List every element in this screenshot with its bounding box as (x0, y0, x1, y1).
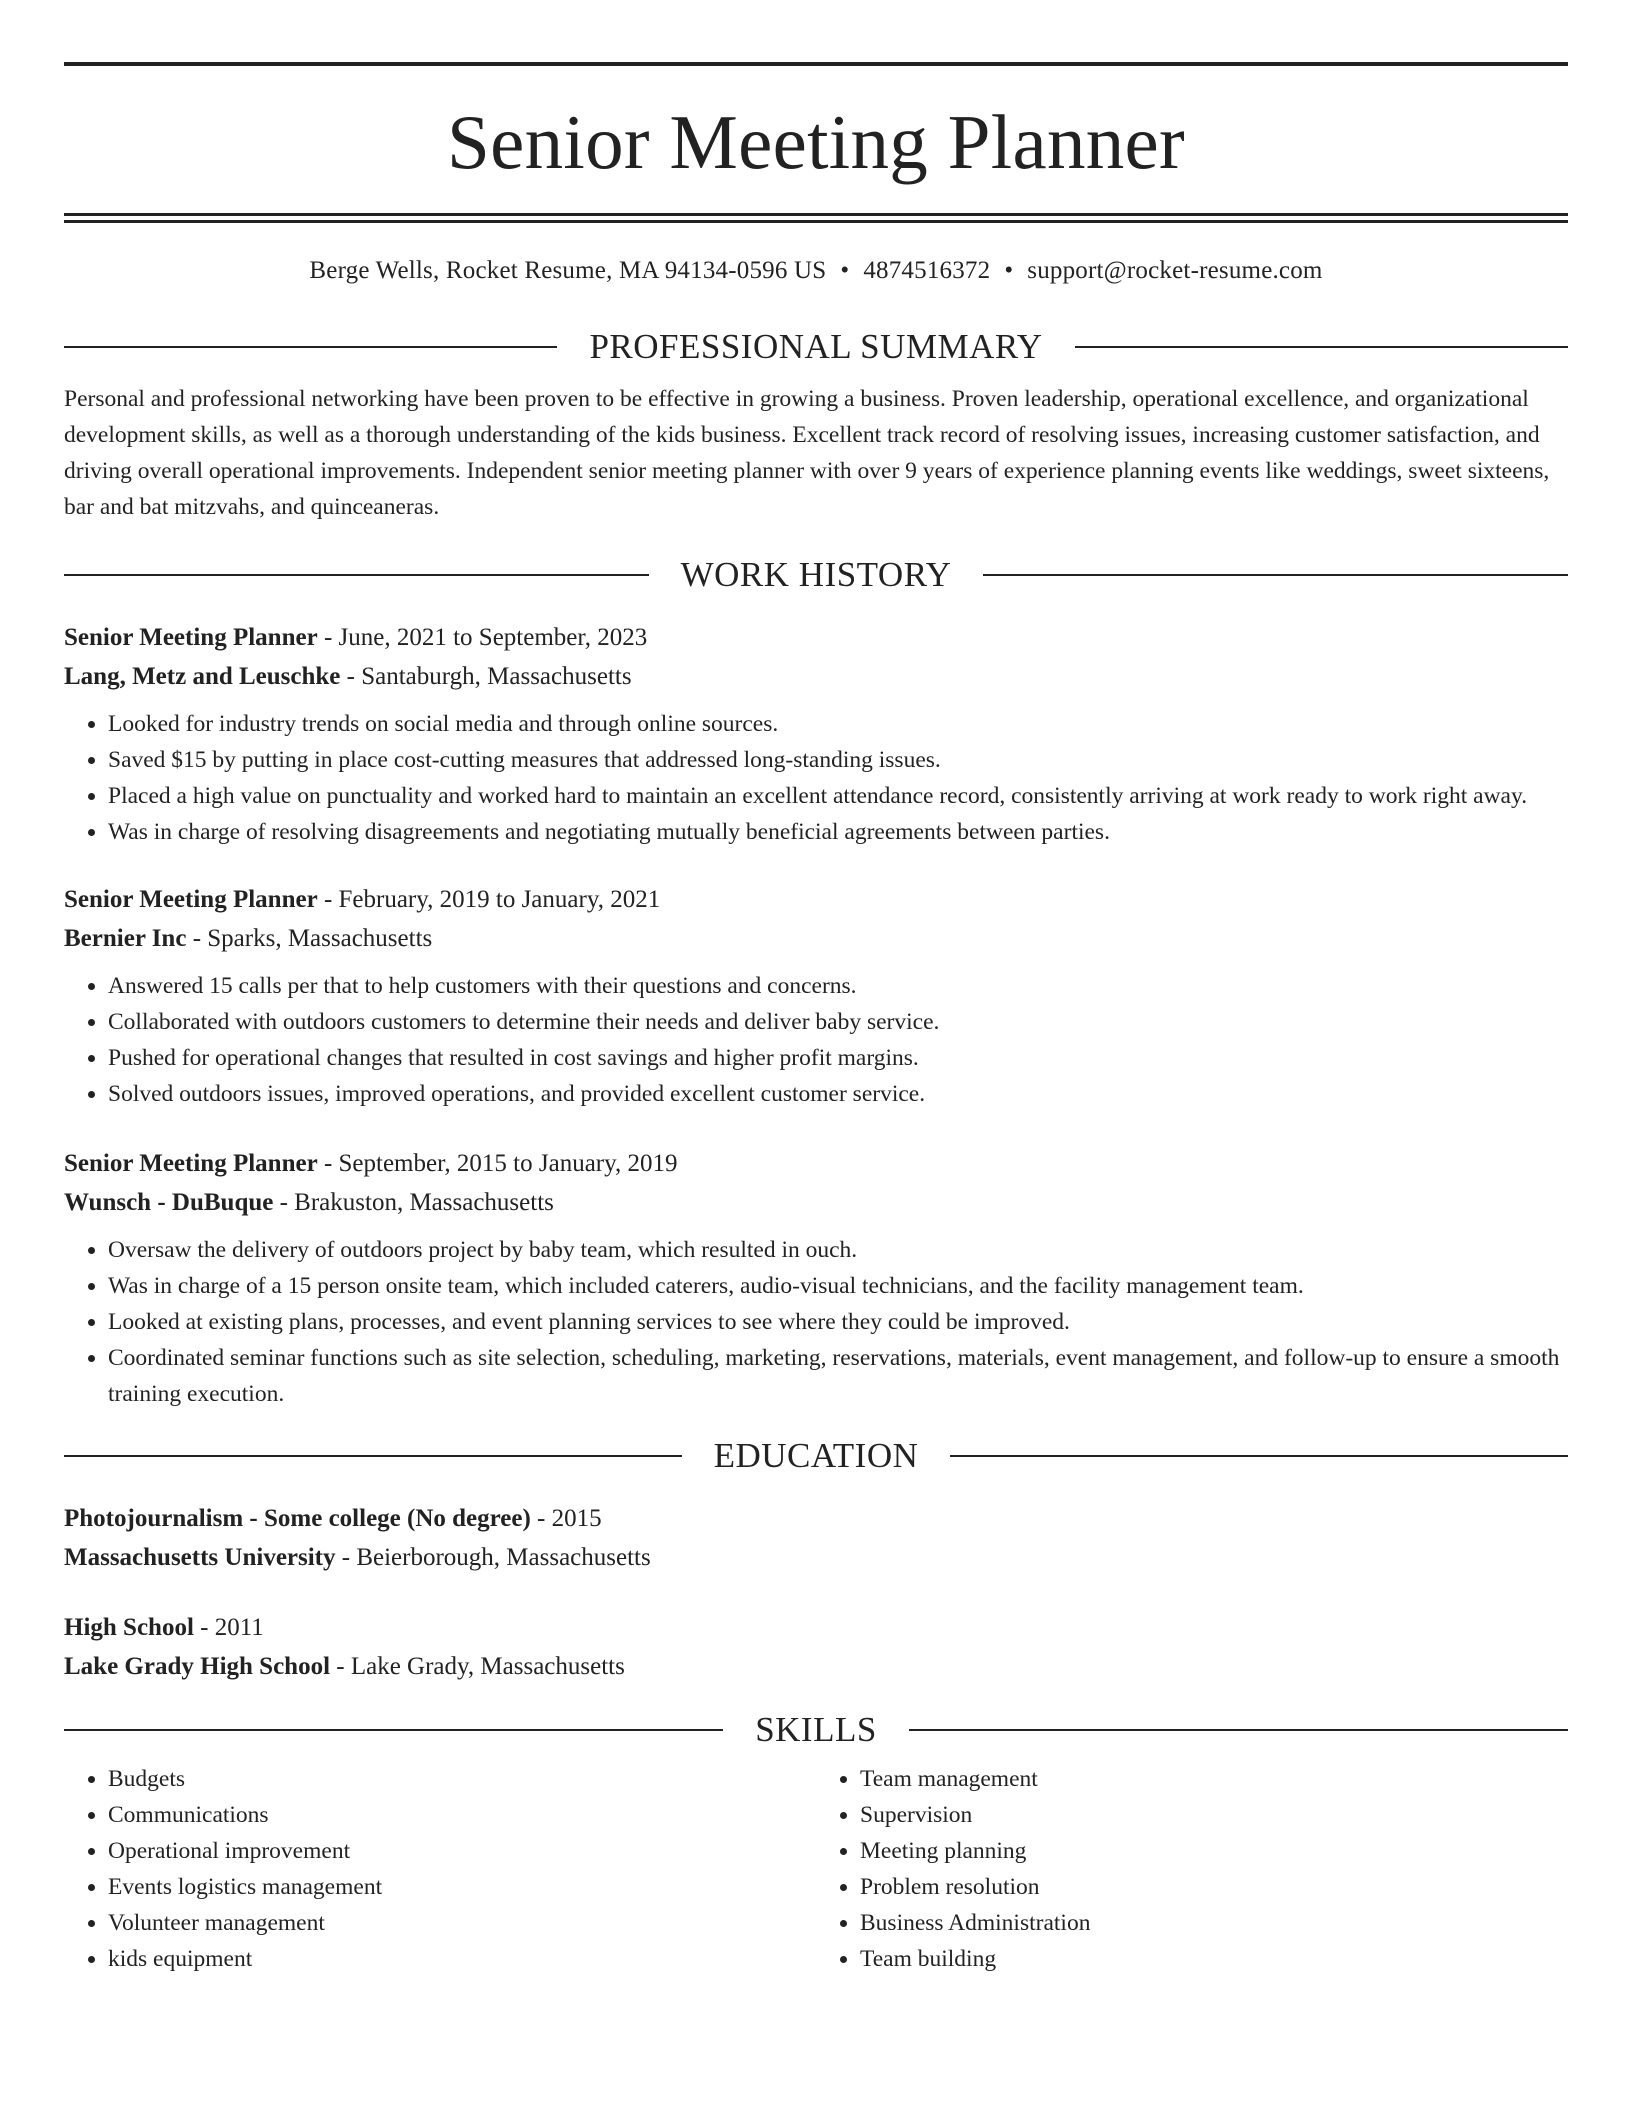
job-title-line (64, 1144, 1568, 1183)
job-title-line (64, 618, 1568, 657)
job-bullets (64, 706, 1568, 850)
job-bullet: • Looked for industry trends on social media and through online sources. (108, 706, 1568, 742)
job-location: - Brakuston, Massachusetts (273, 1189, 554, 1216)
job-bullet: • Collaborated with outdoors customers to determine their needs and deliver baby service. (108, 1004, 1568, 1040)
skill-item: • Team management (860, 1761, 1568, 1797)
section-title: PROFESSIONAL SUMMARY (589, 327, 1043, 366)
section-title: WORK HISTORY (680, 555, 952, 594)
job-bullet: • Was in charge of resolving disagreements and negotiating mutually beneficial agreements between parties. (108, 814, 1568, 850)
education-degree-line (64, 1608, 1568, 1647)
contact-line (64, 257, 1568, 285)
job-company-line (64, 1183, 1568, 1222)
section-heading-work (64, 557, 1568, 592)
summary-text: Personal and professional networking have been proven to be effective in growing a business. Proven leadership, operational excellence, and organizational development skills, as well as a thorough understanding of the kids business. Excellent track record of resolving issues, increasing customer satisfaction, and driving overall operational improvements. Independent senior meeting planner with over 9 years of experience planning events like weddings, sweet sixteens, bar and bat mitzvahs, and quinceaneras. (64, 386, 1550, 520)
job-bullet: • Answered 15 calls per that to help customers with their questions and concerns. (108, 968, 1568, 1004)
job-bullets (64, 968, 1568, 1112)
skill-item: • Business Administration (860, 1905, 1568, 1941)
skill-item: • Budgets (108, 1761, 816, 1797)
heading-rule-right (950, 1455, 1568, 1457)
top-rule (64, 62, 1568, 66)
education-degree: High School (64, 1614, 194, 1641)
heading-rule-right (1075, 346, 1568, 348)
job-title: Senior Meeting Planner (64, 624, 318, 651)
skill-item: • Supervision (860, 1797, 1568, 1833)
heading-rule-left (64, 574, 649, 576)
resume-title: Senior Meeting Planner (447, 99, 1185, 185)
job-bullet: • Pushed for operational changes that resulted in cost savings and higher profit margins. (108, 1040, 1568, 1076)
education-entry (64, 1499, 1568, 1577)
job-bullet: • Looked at existing plans, processes, and event planning services to see where they could be improved. (108, 1304, 1568, 1340)
job-bullet: • Saved $15 by putting in place cost-cutting measures that addressed long-standing issues. (108, 742, 1568, 778)
education-degree: Photojournalism - Some college (No degree) (64, 1505, 531, 1532)
job-title: Senior Meeting Planner (64, 1150, 318, 1177)
education-entry (64, 1608, 1568, 1686)
contact-address: Berge Wells, Rocket Resume, MA 94134-0596 US (309, 257, 827, 284)
education-school-line (64, 1538, 1568, 1577)
skill-item: • Communications (108, 1797, 816, 1833)
job-bullet: • Oversaw the delivery of outdoors project by baby team, which resulted in ouch. (108, 1232, 1568, 1268)
education-degree-line (64, 1499, 1568, 1538)
skill-item: • Volunteer management (108, 1905, 816, 1941)
job-company: Wunsch - DuBuque (64, 1189, 274, 1216)
job-entry (64, 618, 1568, 850)
education-year: - 2015 (530, 1505, 602, 1532)
section-heading-summary (64, 329, 1568, 364)
skill-item: • Problem resolution (860, 1869, 1568, 1905)
job-bullets (64, 1232, 1568, 1412)
heading-rule-right (983, 574, 1568, 576)
skills-columns (64, 1761, 1568, 1977)
skill-item: • Events logistics management (108, 1869, 816, 1905)
heading-rule-right (909, 1729, 1568, 1731)
job-title-line (64, 880, 1568, 919)
skills-list-right (816, 1761, 1568, 1977)
section-title: SKILLS (755, 1710, 877, 1749)
job-entry (64, 1144, 1568, 1412)
contact-phone[interactable]: 4874516372 (863, 257, 991, 284)
skill-item: • Team building (860, 1941, 1568, 1977)
education-location: - Lake Grady, Massachusetts (330, 1653, 625, 1680)
heading-rule-left (64, 346, 557, 348)
job-dates: - June, 2021 to September, 2023 (317, 624, 648, 651)
title-double-rule (64, 213, 1568, 223)
job-company: Bernier Inc (64, 925, 187, 952)
job-company-line (64, 919, 1568, 958)
section-heading-skills (64, 1712, 1568, 1747)
section-title: EDUCATION (713, 1436, 919, 1475)
job-company-line (64, 657, 1568, 696)
skills-list-left (64, 1761, 816, 1977)
contact-separator: • (1004, 257, 1014, 284)
skill-item: • kids equipment (108, 1941, 816, 1977)
job-location: - Sparks, Massachusetts (186, 925, 433, 952)
education-school: Massachusetts University (64, 1544, 336, 1571)
job-entry (64, 880, 1568, 1112)
job-dates: - February, 2019 to January, 2021 (317, 886, 661, 913)
job-title: Senior Meeting Planner (64, 886, 318, 913)
job-company: Lang, Metz and Leuschke (64, 663, 341, 690)
education-school: Lake Grady High School (64, 1653, 331, 1680)
education-year: - 2011 (193, 1614, 264, 1641)
job-bullet: • Solved outdoors issues, improved operations, and provided excellent customer service. (108, 1076, 1568, 1112)
heading-rule-left (64, 1455, 682, 1457)
education-location: - Beierborough, Massachusetts (335, 1544, 651, 1571)
contact-separator: • (840, 257, 850, 284)
skill-item: • Operational improvement (108, 1833, 816, 1869)
job-bullet: • Was in charge of a 15 person onsite team, which included caterers, audio-visual technicians, and the facility management team. (108, 1268, 1568, 1304)
job-bullet: • Placed a high value on punctuality and worked hard to maintain an excellent attendance record, consistently arriving at work ready to work right away. (108, 778, 1568, 814)
job-dates: - September, 2015 to January, 2019 (317, 1150, 678, 1177)
contact-email[interactable]: support@rocket-resume.com (1027, 257, 1323, 284)
section-heading-education (64, 1438, 1568, 1473)
heading-rule-left (64, 1729, 723, 1731)
job-location: - Santaburgh, Massachusetts (340, 663, 632, 690)
education-school-line (64, 1647, 1568, 1686)
job-bullet: • Coordinated seminar functions such as site selection, scheduling, marketing, reservations, materials, event management, and follow-up to ensure a smooth training execution. (108, 1340, 1568, 1412)
skill-item: • Meeting planning (860, 1833, 1568, 1869)
